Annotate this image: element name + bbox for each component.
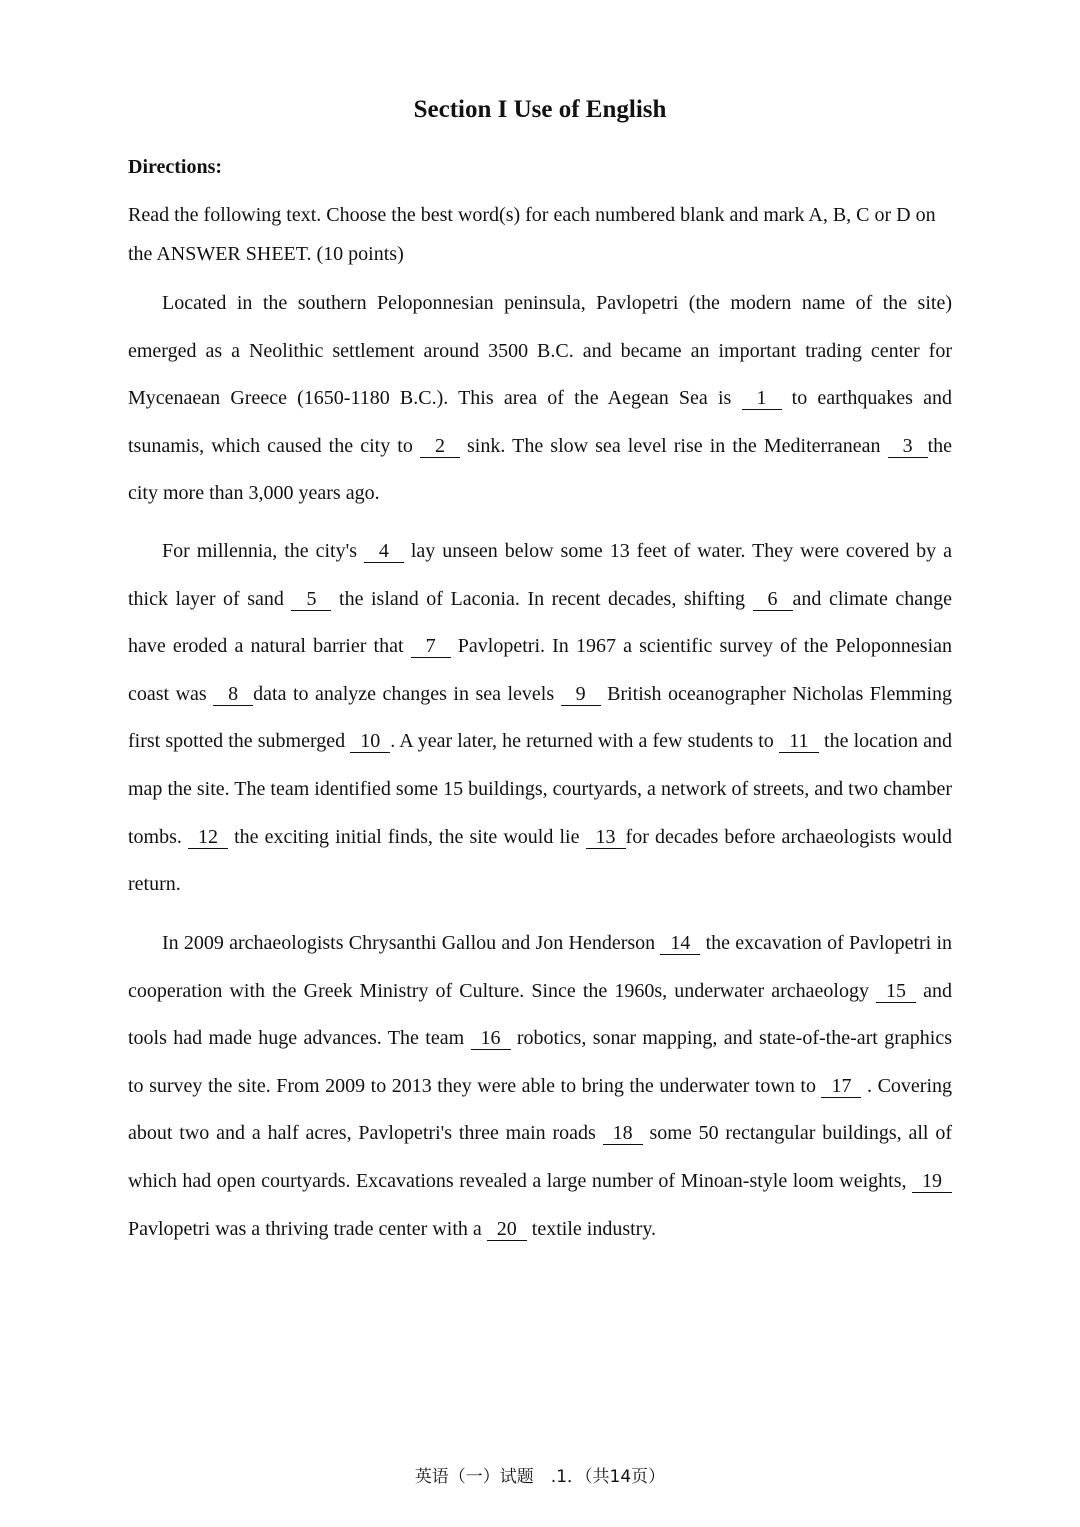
blank-8: 8 — [213, 683, 253, 706]
text-segment: data to analyze changes in sea levels — [253, 682, 561, 705]
passage-paragraph-2 — [128, 528, 952, 909]
blank-19: 19 — [912, 1170, 952, 1193]
text-segment: . Covering about two and a half acres, Pavlopetri's three main roads — [128, 1074, 952, 1145]
blank-17: 17 — [821, 1075, 861, 1098]
blank-11: 11 — [779, 730, 819, 753]
text-segment: and tools had made huge advances. The team — [128, 979, 952, 1050]
text-segment: some 50 rectangular buildings, all of which had open courtyards. Excavations revealed a large number of Minoan-style loom weights, — [128, 1122, 952, 1192]
passage-paragraph-1 — [128, 280, 952, 518]
passage-paragraph-3 — [128, 920, 952, 1253]
text-segment: Pavlopetri. In 1967 a scientific survey of the Peloponnesian coast was — [128, 635, 953, 705]
text-segment: . A year later, he returned with a few students to — [390, 730, 779, 753]
blank-10: 10 — [350, 730, 390, 753]
text-segment: For millennia, the city's — [162, 540, 364, 562]
text-segment: textile industry. — [526, 1217, 657, 1240]
text-segment: the exciting initial finds, the site would lie — [228, 825, 586, 848]
text-segment: lay unseen below some 13 feet of water. They were covered by a thick layer of sand — [128, 540, 952, 610]
text-segment: British oceanographer Nicholas Flemming first spotted the submerged — [128, 682, 953, 753]
text-segment: Pavlopetri was a thriving trade center with a — [128, 1217, 487, 1240]
text-segment: for decades before archaeologists would return. — [128, 825, 953, 896]
blank-9: 9 — [561, 683, 601, 706]
directions-label: Directions: — [128, 156, 223, 178]
text-segment: the excavation of Pavlopetri in cooperation with the Greek Ministry of Culture. Since the 1960s, underwater archaeology — [128, 932, 952, 1002]
blank-6: 6 — [753, 588, 793, 611]
blank-12: 12 — [188, 826, 228, 849]
text-segment: the location and map the site. The team identified some 15 buildings, courtyards, a network of streets, and two chamber tombs. — [128, 730, 952, 848]
blank-7: 7 — [411, 635, 451, 658]
text-segment: the city more than 3,000 years ago. — [128, 434, 953, 505]
blank-15: 15 — [876, 980, 916, 1003]
blank-5: 5 — [291, 588, 331, 611]
blank-18: 18 — [603, 1122, 643, 1145]
blank-4: 4 — [364, 540, 404, 563]
page-footer: 英语（一）试题 .1．（共14页） — [414, 1467, 666, 1487]
text-segment: and climate change have eroded a natural barrier that — [128, 587, 952, 658]
section-title: Section I Use of English — [413, 96, 667, 123]
blank-20: 20 — [487, 1218, 527, 1241]
text-segment: Located in the southern Peloponnesian peninsula, Pavlopetri (the modern name of the site) emerged as a Neolithic settlement around 3500 B.C. and became an important trading center for Mycenaean Greece (1650-1180 B.C.). This area of the Aegean Sea is — [128, 292, 952, 410]
text-segment: the island of Laconia. In recent decades, shifting — [331, 587, 753, 610]
text-segment: robotics, sonar mapping, and state-of-the-art graphics to survey the site. From 2009 to 2013 they were able to bring the underwater town to — [128, 1027, 952, 1097]
text-segment: sink. The slow sea level rise in the Mediterranean — [459, 434, 888, 457]
text-segment: In 2009 archaeologists Chrysanthi Gallou and Jon Henderson — [162, 932, 661, 954]
blank-2: 2 — [420, 435, 460, 458]
blank-13: 13 — [586, 826, 626, 849]
blank-14: 14 — [660, 932, 700, 955]
blank-3: 3 — [888, 435, 928, 458]
blank-16: 16 — [471, 1027, 511, 1050]
directions-text: Read the following text. Choose the best word(s) for each numbered blank and mark A, B, C or D on the ANSWER SHEET. (10 points) — [128, 204, 936, 265]
text-segment: to earthquakes and tsunamis, which caused the city to — [128, 387, 952, 457]
blank-1: 1 — [742, 387, 782, 410]
